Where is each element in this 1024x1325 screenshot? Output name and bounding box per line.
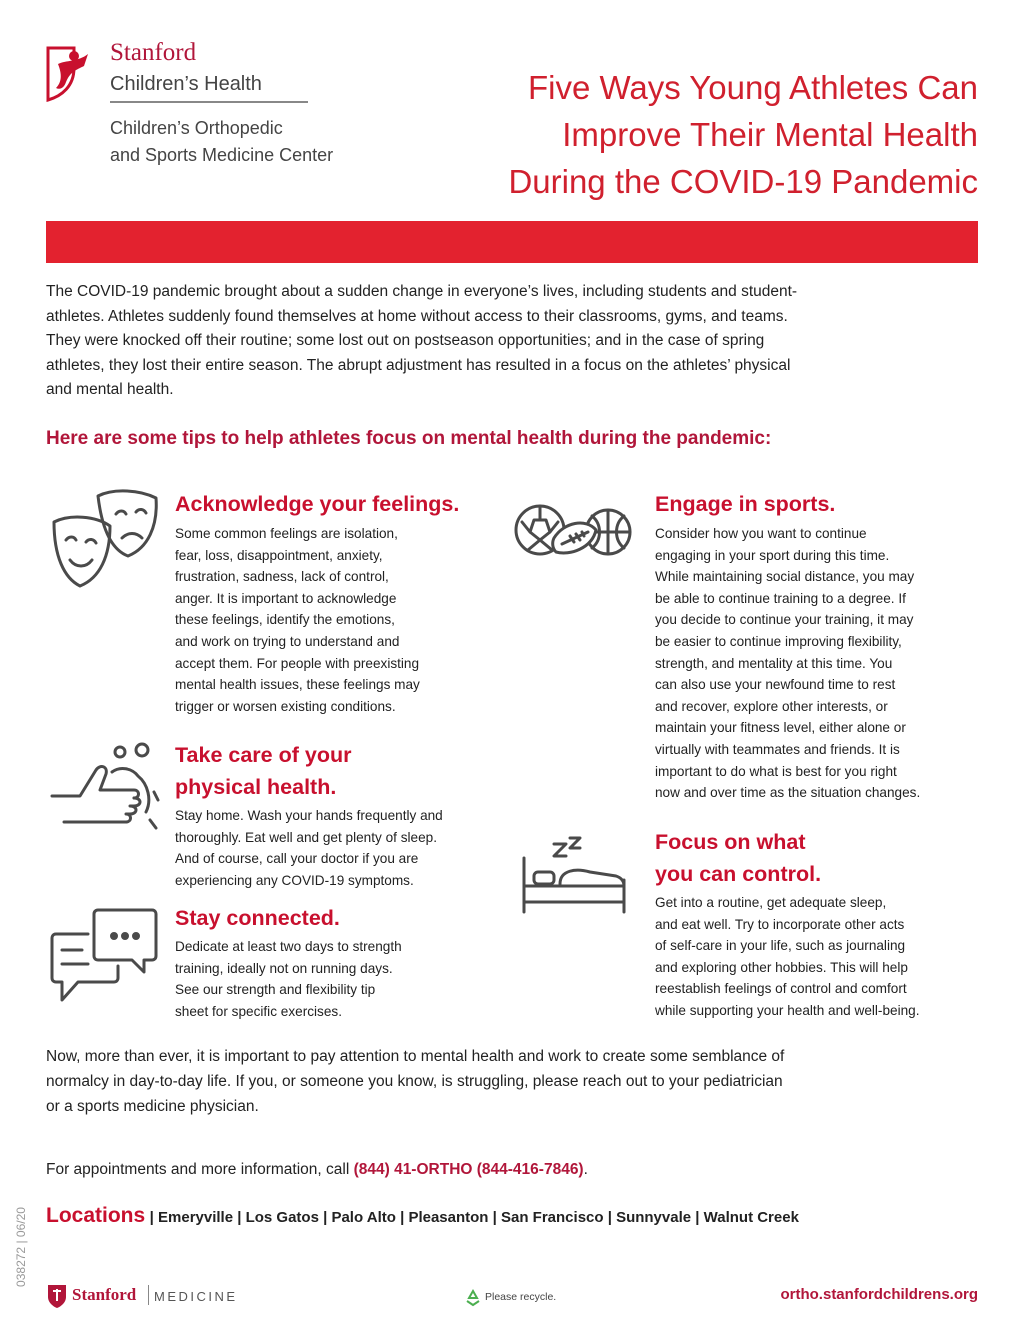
locations-list: | Emeryville | Los Gatos | Palo Alto | Pleasanton | San Francisco | Sunnyvale | Walnut Creek bbox=[149, 1209, 799, 1226]
intro-line: athletes, they lost their entire season. The abrupt adjustment has resulted in a focus on the athletes’ physical bbox=[46, 356, 791, 374]
recycle-text: Please recycle. bbox=[485, 1291, 557, 1303]
wordmark-divider bbox=[148, 1285, 149, 1305]
closing-line: normalcy in day-to-day life. If you, or someone you know, is struggling, please reach out to your pediatrician bbox=[46, 1073, 783, 1090]
intro-paragraph bbox=[46, 280, 986, 403]
intro-line: They were knocked off their routine; some lost out on postseason opportunities; and in the case of spring bbox=[46, 332, 765, 349]
body-line: reestablish feelings of control and comfort bbox=[655, 981, 907, 997]
body-line: strength, and mentality at this time. You bbox=[655, 655, 893, 671]
body-line: mental health issues, these feelings may bbox=[175, 677, 420, 693]
section-body-feelings bbox=[175, 523, 495, 717]
section-title-control-line1: Focus on what bbox=[655, 830, 806, 854]
body-line: fear, loss, disappointment, anxiety, bbox=[175, 547, 383, 563]
body-line: be easier to continue improving flexibility, bbox=[655, 633, 902, 649]
body-line: and eat well. Try to incorporate other acts bbox=[655, 916, 905, 932]
phone-number-link[interactable]: (844) 41-ORTHO (844-416-7846) bbox=[353, 1161, 584, 1178]
section-title-physical-line1: Take care of your bbox=[175, 743, 352, 767]
body-line: Dedicate at least two days to strength bbox=[175, 939, 402, 954]
body-line: While maintaining social distance, you may bbox=[655, 569, 915, 585]
body-line: training, ideally not on running days. bbox=[175, 960, 393, 976]
theater-masks-icon bbox=[48, 486, 160, 592]
section-body-physical bbox=[175, 805, 505, 891]
appointments-text: For appointments and more information, call bbox=[46, 1161, 354, 1178]
closing-line: or a sports medicine physician. bbox=[46, 1098, 259, 1115]
intro-line: athletes. Athletes suddenly found themselves at home without access to their classrooms, gyms, and teams. bbox=[46, 307, 788, 325]
body-line: Consider how you want to continue bbox=[655, 526, 867, 541]
closing-line: Now, more than ever, it is important to pay attention to mental health and work to create some semblance of bbox=[46, 1048, 785, 1065]
body-line: of self-care in your life, such as journaling bbox=[655, 938, 906, 954]
section-body-control bbox=[655, 892, 985, 1022]
center-name-line2: and Sports Medicine Center bbox=[110, 145, 334, 165]
body-line: anger. It is important to acknowledge bbox=[175, 590, 397, 606]
center-name-line1: Children’s Orthopedic bbox=[110, 118, 283, 138]
section-title-control-line2: you can control. bbox=[655, 862, 822, 886]
website-link[interactable]: ortho.stanfordchildrens.org bbox=[780, 1286, 978, 1303]
body-line: and recover, explore other interests, or bbox=[655, 698, 888, 714]
sleeping-bed-icon bbox=[520, 836, 632, 916]
header-red-bar bbox=[46, 221, 978, 263]
appointments-end: . bbox=[583, 1161, 588, 1178]
chat-bubbles-icon bbox=[48, 906, 158, 1006]
brand-subname: Children’s Health bbox=[110, 73, 262, 95]
stanford-wordmark: Stanford bbox=[72, 1285, 137, 1304]
brand-name: Stanford bbox=[110, 39, 197, 66]
hand-washing-icon bbox=[50, 740, 162, 836]
section-title-connected: Stay connected. bbox=[175, 906, 340, 930]
body-line: frustration, sadness, lack of control, bbox=[175, 569, 389, 585]
body-line: be able to continue training to a degree. If bbox=[655, 590, 906, 606]
body-line: See our strength and flexibility tip bbox=[175, 982, 376, 998]
body-line: engaging in your sport during this time. bbox=[655, 547, 890, 563]
locations-label: Locations bbox=[46, 1204, 146, 1227]
body-line: and work on trying to understand and bbox=[175, 633, 400, 649]
body-line: trigger or worsen existing conditions. bbox=[175, 698, 396, 714]
page-title-line2: Improve Their Mental Health bbox=[562, 116, 978, 153]
closing-paragraph bbox=[46, 1044, 986, 1119]
brand-divider bbox=[110, 101, 308, 103]
body-line: important to do what is best for you right bbox=[655, 763, 897, 779]
body-line: while supporting your health and well-being. bbox=[655, 1002, 920, 1018]
body-line: Stay home. Wash your hands frequently and bbox=[175, 808, 443, 823]
locations-row bbox=[46, 1204, 799, 1228]
section-title-sports: Engage in sports. bbox=[655, 492, 836, 516]
body-line: these feelings, identify the emotions, bbox=[175, 612, 395, 628]
body-line: Some common feelings are isolation, bbox=[175, 526, 398, 541]
body-line: you decide to continue your training, it may bbox=[655, 612, 914, 628]
body-line: experiencing any COVID-19 symptoms. bbox=[175, 872, 414, 888]
body-line: sheet for specific exercises. bbox=[175, 1003, 342, 1019]
body-line: and exploring other hobbies. This will help bbox=[655, 959, 908, 975]
body-line: And of course, call your doctor if you are bbox=[175, 851, 419, 867]
body-line: Get into a routine, get adequate sleep, bbox=[655, 895, 887, 910]
appointments-line bbox=[46, 1157, 588, 1182]
intro-line: and mental health. bbox=[46, 381, 174, 398]
stanford-childrens-logo-icon bbox=[44, 42, 102, 104]
section-title-physical-line2: physical health. bbox=[175, 775, 337, 799]
page-title-line3: During the COVID-19 Pandemic bbox=[508, 163, 978, 200]
body-line: virtually with teammates and friends. It is bbox=[655, 741, 900, 757]
body-line: now and over time as the situation changes. bbox=[655, 785, 921, 801]
section-title-feelings: Acknowledge your feelings. bbox=[175, 492, 460, 516]
intro-line: The COVID-19 pandemic brought about a sudden change in everyone’s lives, including students and student- bbox=[46, 283, 798, 300]
body-line: maintain your fitness level, either alone or bbox=[655, 720, 906, 736]
recycle-icon bbox=[464, 1289, 482, 1307]
document-code: 038272 | 06/20 bbox=[14, 1207, 28, 1287]
page-title-line1: Five Ways Young Athletes Can bbox=[527, 69, 978, 106]
medicine-wordmark: MEDICINE bbox=[154, 1289, 238, 1304]
section-body-connected bbox=[175, 936, 495, 1022]
body-line: accept them. For people with preexisting bbox=[175, 655, 420, 671]
section-body-sports bbox=[655, 523, 975, 804]
tips-heading: Here are some tips to help athletes focus on mental health during the pandemic: bbox=[46, 428, 772, 449]
stanford-shield-icon bbox=[46, 1283, 68, 1309]
body-line: can also use your newfound time to rest bbox=[655, 677, 896, 693]
sports-balls-icon bbox=[512, 500, 636, 564]
body-line: thoroughly. Eat well and get plenty of sleep. bbox=[175, 829, 437, 845]
